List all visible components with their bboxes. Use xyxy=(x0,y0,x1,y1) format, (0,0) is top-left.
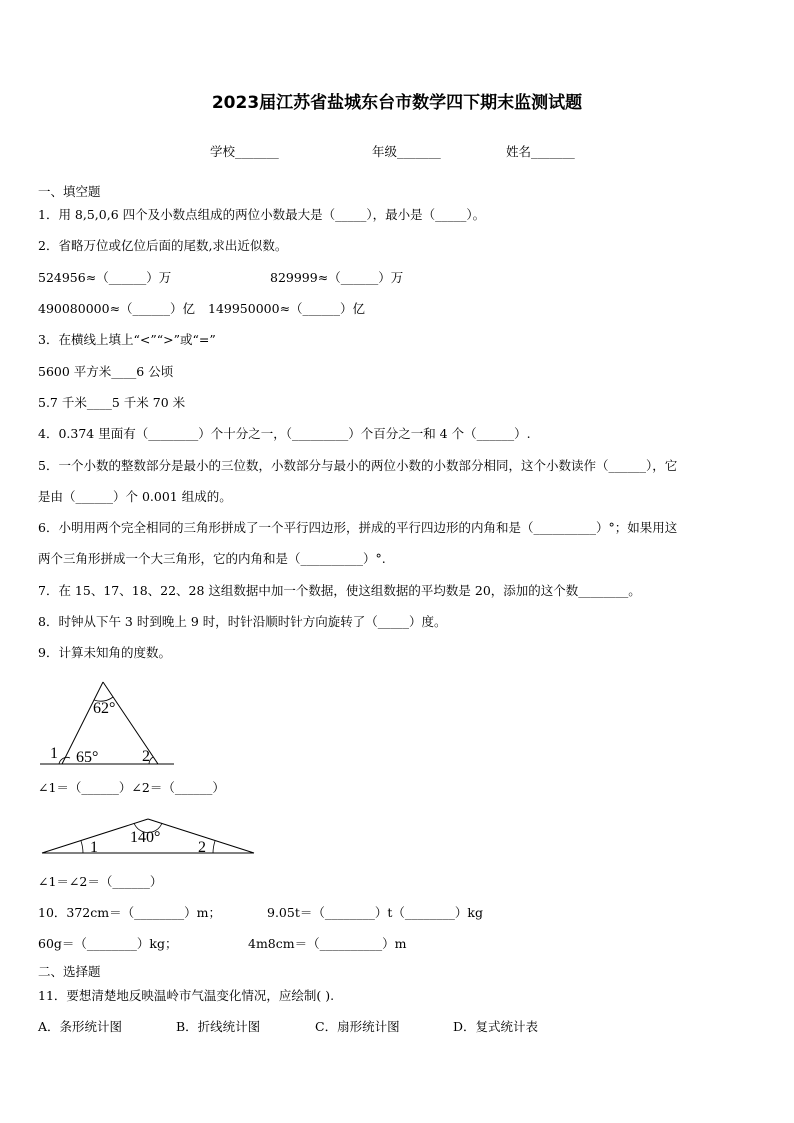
question-11: 11．要想清楚地反映温岭市气温变化情况，应绘制( ). xyxy=(38,988,335,1003)
section-heading: 二、选择题 xyxy=(38,964,101,979)
question-7: 7．在 15、17、18、22、28 这组数据中加一个数据，使这组数据的平均数是 20，添加的这个数________。 xyxy=(38,583,641,598)
question-1: 1．用 8,5,0,6 四个及小数点组成的两位小数最大是（_____），最小是（_____）。 xyxy=(38,207,486,222)
question-2: 2．省略万位或亿位后面的尾数,求出近似数。 xyxy=(38,238,288,253)
question-5-line2: 是由（______）个 0.001 组成的。 xyxy=(38,489,232,504)
name-field: 姓名_______ xyxy=(506,144,575,159)
question-2d: 149950000≈（______）亿 xyxy=(208,301,366,316)
grade-field: 年级_______ xyxy=(372,144,441,159)
question-3b: 5.7 千米____5 千米 70 米 xyxy=(38,395,186,410)
option-a: A．条形统计图 xyxy=(38,1019,123,1034)
question-2b: 829999≈（______）万 xyxy=(270,270,404,285)
question-6-line1: 6．小明用两个完全相同的三角形拼成了一个平行四边形，拼成的平行四边形的内角和是（__________）°；如果用这 xyxy=(38,520,678,535)
angle-2-label: 2 xyxy=(142,748,150,765)
question-2c: 490080000≈（______）亿 xyxy=(38,301,196,316)
question-10d: 4m8cm＝（__________）m xyxy=(248,936,407,951)
question-9: 9．计算未知角的度数。 xyxy=(38,645,171,660)
angle-2-label: 2 xyxy=(198,839,206,856)
question-10c: 60g＝（________）kg； xyxy=(38,936,178,951)
question-4: 4．0.374 里面有（________）个十分之一，（_________）个百分之一和 4 个（______）. xyxy=(38,426,531,441)
question-5-line1: 5．一个小数的整数部分是最小的三位数，小数部分与最小的两位小数的小数部分相同，这个小数读作（______），它 xyxy=(38,458,678,473)
triangle-figure-1 xyxy=(36,676,176,772)
question-3a: 5600 平方米____6 公顷 xyxy=(38,364,174,379)
angle-1-label: 1 xyxy=(50,745,58,762)
option-b: B．折线统计图 xyxy=(176,1019,261,1034)
question-2a: 524956≈（______）万 xyxy=(38,270,172,285)
school-field: 学校_______ xyxy=(210,144,279,159)
angle-top-label: 62° xyxy=(93,700,116,717)
question-10a: 10．372cm＝（________）m； xyxy=(38,905,221,920)
question-3: 3．在横线上填上“<”“>”或“=” xyxy=(38,332,216,347)
question-10b: 9.05t＝（________）t（________）kg xyxy=(267,905,483,920)
triangle-figure-2 xyxy=(38,812,260,860)
angle-1-label: 1 xyxy=(90,839,98,856)
option-c: C．扇形统计图 xyxy=(315,1019,400,1034)
question-9b-answer: ∠1＝∠2＝（______） xyxy=(38,874,163,889)
angle-top-label: 140° xyxy=(130,829,161,846)
angle-left-label: 65° xyxy=(76,749,99,766)
section-heading: 一、填空题 xyxy=(38,184,101,199)
option-d: D．复式统计表 xyxy=(453,1019,539,1034)
question-8: 8．时钟从下午 3 时到晚上 9 时，时针沿顺时针方向旋转了（_____）度。 xyxy=(38,614,447,629)
question-9a-answer: ∠1＝（______）∠2＝（______） xyxy=(38,780,225,795)
question-6-line2: 两个三角形拼成一个大三角形，它的内角和是（__________）°. xyxy=(38,551,386,566)
page-title: 2023届江苏省盐城东台市数学四下期末监测试题 xyxy=(211,93,583,113)
